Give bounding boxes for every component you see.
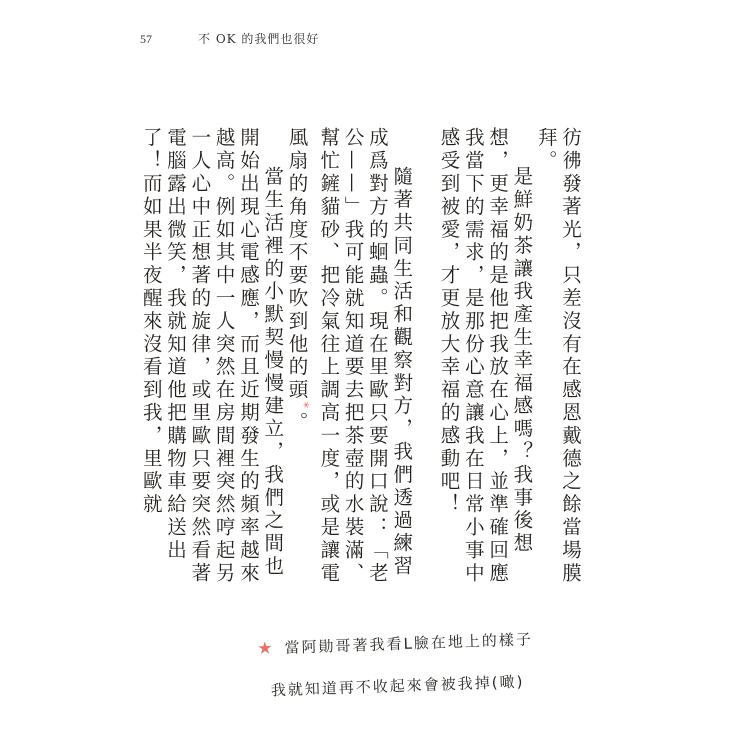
- vertical-body-text: [139, 127, 582, 597]
- page-number: 57: [140, 32, 152, 46]
- paragraph-4: 當生活裡的小默契慢慢建立，我們之間也開始出現心電感應，而且近期發生的頻率越來越高。例如其中一人突然在房間裡突然哼起另一人心中正想著的旋律，或里歐只要突然看著電腦露出微笑，我就知道他把購物車給送出了！而如果半夜醒來沒看到我，里歐就: [139, 127, 285, 585]
- paragraph-3-text: 隨著共同生活和觀察對方，我們透過練習成爲對方的蛔蟲。現在里歐只要開口說：「老公——」我可能就知道要去把茶壺的水裝滿、幫忙鏟貓砂、把冷氣往上調高一度，或是讓電風扇的角度不要吹到他的頭: [285, 127, 414, 585]
- paragraph-1: 彷彿發著光，只差沒有在感恩戴德之餘當場膜拜。: [534, 127, 582, 585]
- paragraph-3: [284, 127, 413, 597]
- footnote-marker-icon: *: [297, 401, 312, 412]
- paragraph-2: 是鮮奶茶讓我產生幸福感嗎？我事後想想，更幸福的是他把我放在心上，並準確回應我當下的需求，是那份心意讓我在日常小事中感受到被愛，才更放大幸福的感動吧！: [437, 127, 534, 585]
- footnote-line-2: 我就知道再不收起來會被我掉(噉): [270, 672, 525, 700]
- handwritten-footnote: [257, 616, 600, 712]
- footnote-text-1: 當阿勛哥著我看L臉在地上的樣子: [284, 630, 534, 657]
- star-icon: ★: [257, 638, 275, 659]
- paragraph-3-end: 。: [285, 411, 309, 435]
- running-title: 不 OK 的我們也很好: [198, 32, 320, 46]
- running-header: [140, 30, 319, 47]
